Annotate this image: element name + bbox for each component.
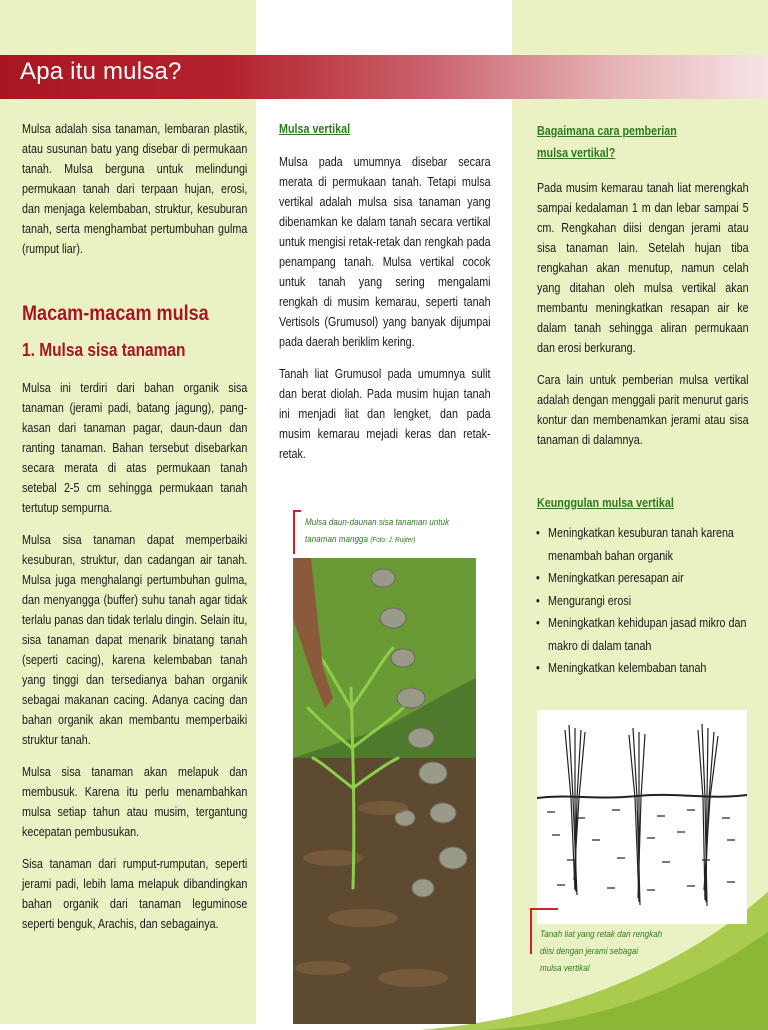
section-heading: Macam-macam mulsa <box>22 302 209 325</box>
advantages-heading: Keunggulan mulsa vertikal <box>537 496 674 510</box>
list-item: • Meningkatkan kelembaban tanah <box>536 657 751 680</box>
vertical-mulch-diagram <box>537 710 747 924</box>
list-item: • Meningkatkan peresapan air <box>536 567 751 590</box>
paragraph: Sisa tanaman dari rumput-rumputan, seperti jerami padi, lebih lama melapuk dibandingkan bahan organik dari tanaman leguminose seperti benguk, Arachis, dan sebagainya. <box>22 857 248 931</box>
vertical-mulch-heading: Mulsa vertikal <box>279 122 351 136</box>
mango-mulch-photo <box>293 558 476 1024</box>
heading-line: Bagaimana cara pemberian <box>537 124 677 138</box>
caption-line: diisi dengan jerami sebagai <box>540 946 639 956</box>
title-banner <box>0 55 768 99</box>
photo-credit: (Foto: J. Ruijter) <box>370 537 416 544</box>
left-body-text <box>22 378 247 946</box>
photo-caption <box>305 514 458 549</box>
middle-body-text <box>279 152 491 476</box>
intro-paragraph: Mulsa adalah sisa tanaman, lembaran plastik, atau susunan batu yang disebar di permukaan tanah. Mulsa berguna untuk melindungi permukaan tanah dari terpaan hujan, erosi, dan menjaga kelembaban, struktur, kesuburan tanah, serta menghambat pertumbuhan gulma (rumput liar). <box>22 122 248 256</box>
caption-line: Tanah liat yang retak dan rengkah <box>540 929 663 939</box>
list-item: • Meningkatkan kehidupan jasad mikro dan makro di dalam tanah <box>536 612 751 657</box>
caption-line: tanaman mangga <box>305 534 369 544</box>
intro-text <box>22 119 247 271</box>
caption-marker <box>293 510 301 512</box>
caption-marker <box>530 908 558 910</box>
paragraph: Mulsa sisa tanaman akan melapuk dan membusuk. Karena itu perlu menambahkan mulsa setiap tahun atau musim, tergantung kecepatan pembusukan. <box>22 765 248 839</box>
list-item: • Meningkatkan kesuburan tanah karena menambah bahan organik <box>536 522 751 567</box>
right-body-text <box>537 178 749 462</box>
diagram-caption <box>540 926 693 977</box>
caption-marker <box>293 510 295 554</box>
diagram-illustration <box>537 710 747 924</box>
paragraph: Mulsa ini terdiri dari bahan organik sisa tanaman (jerami padi, batang jagung), pang-kasan dari tanaman pagar, daun-daun dan ranting tanaman. Bahan tersebut disebarkan secara merata di atas permukaan tanah setebal 2-5 cm sehingga permukaan tanah tertutup sempurna. <box>22 381 248 515</box>
photo-illustration <box>293 558 476 1024</box>
paragraph: Tanah liat Grumusol pada umumnya sulit dan berat diolah. Pada musim hujan tanah ini menjadi liat dan lengket, dan pada musim kemarau mejadi keras dan retak-retak. <box>279 367 491 461</box>
heading-line: mulsa vertikal? <box>537 146 616 160</box>
how-to-heading <box>537 120 677 164</box>
caption-line: mulsa vertikal <box>540 963 590 973</box>
paragraph: Cara lain untuk pemberian mulsa vertikal adalah dengan menggali parit menurut garis kontur dan membenamkan jerami atau sisa tanaman di dalamnya. <box>537 373 749 447</box>
paragraph: Mulsa sisa tanaman dapat memperbaiki kesuburan, struktur, dan cadangan air tanah. Mulsa juga menghalangi pertumbuhan gulma, dan menyangga (buffer) suhu tanah agar tidak terlalu panas dan tidak terlalu dingin. Selain itu, sisa tanaman dapat menarik binatang tanah (seperti cacing), karena kelembaban tanah yang tinggi dan tersedianya bahan organik sebagai makanan cacing. Adanya cacing dan bahan organik akan membantu memperbaiki struktur tanah. <box>22 533 248 747</box>
page-title: Apa itu mulsa? <box>20 58 182 85</box>
paragraph: Mulsa pada umumnya disebar secara merata di permukaan tanah. Tetapi mulsa vertikal adalah mulsa sisa tanaman yang dibenamkan ke dalam tanah secara vertikal untuk mengisi retak-retak dan rengkah pada penampang tanah. Mulsa vertikal cocok untuk tanah yang sering mengalami rengkah di musim kemarau, seperti tanah Vertisols (Grumusol) yang banyak dijumpai pada daerah beriklim kering. <box>279 155 491 349</box>
subsection-heading: 1. Mulsa sisa tanaman <box>22 340 186 360</box>
list-item: • Mengurangi erosi <box>536 590 751 613</box>
caption-marker <box>530 908 532 954</box>
caption-line: Mulsa daun-daunan sisa tanaman untuk <box>305 517 450 527</box>
advantages-list <box>536 522 751 680</box>
paragraph: Pada musim kemarau tanah liat merengkah sampai kedalaman 1 m dan lebar sampai 5 cm. Rengkahan diisi dengan jerami atau sisa tanaman lain. Setelah hujan tiba rengkahan akan menutup, namun celah yang ditahan oleh mulsa vertikal akan membantu meningkatkan resapan air ke dalam tanah sehingga aliran permukaan dan erosi berkurang. <box>537 181 749 355</box>
